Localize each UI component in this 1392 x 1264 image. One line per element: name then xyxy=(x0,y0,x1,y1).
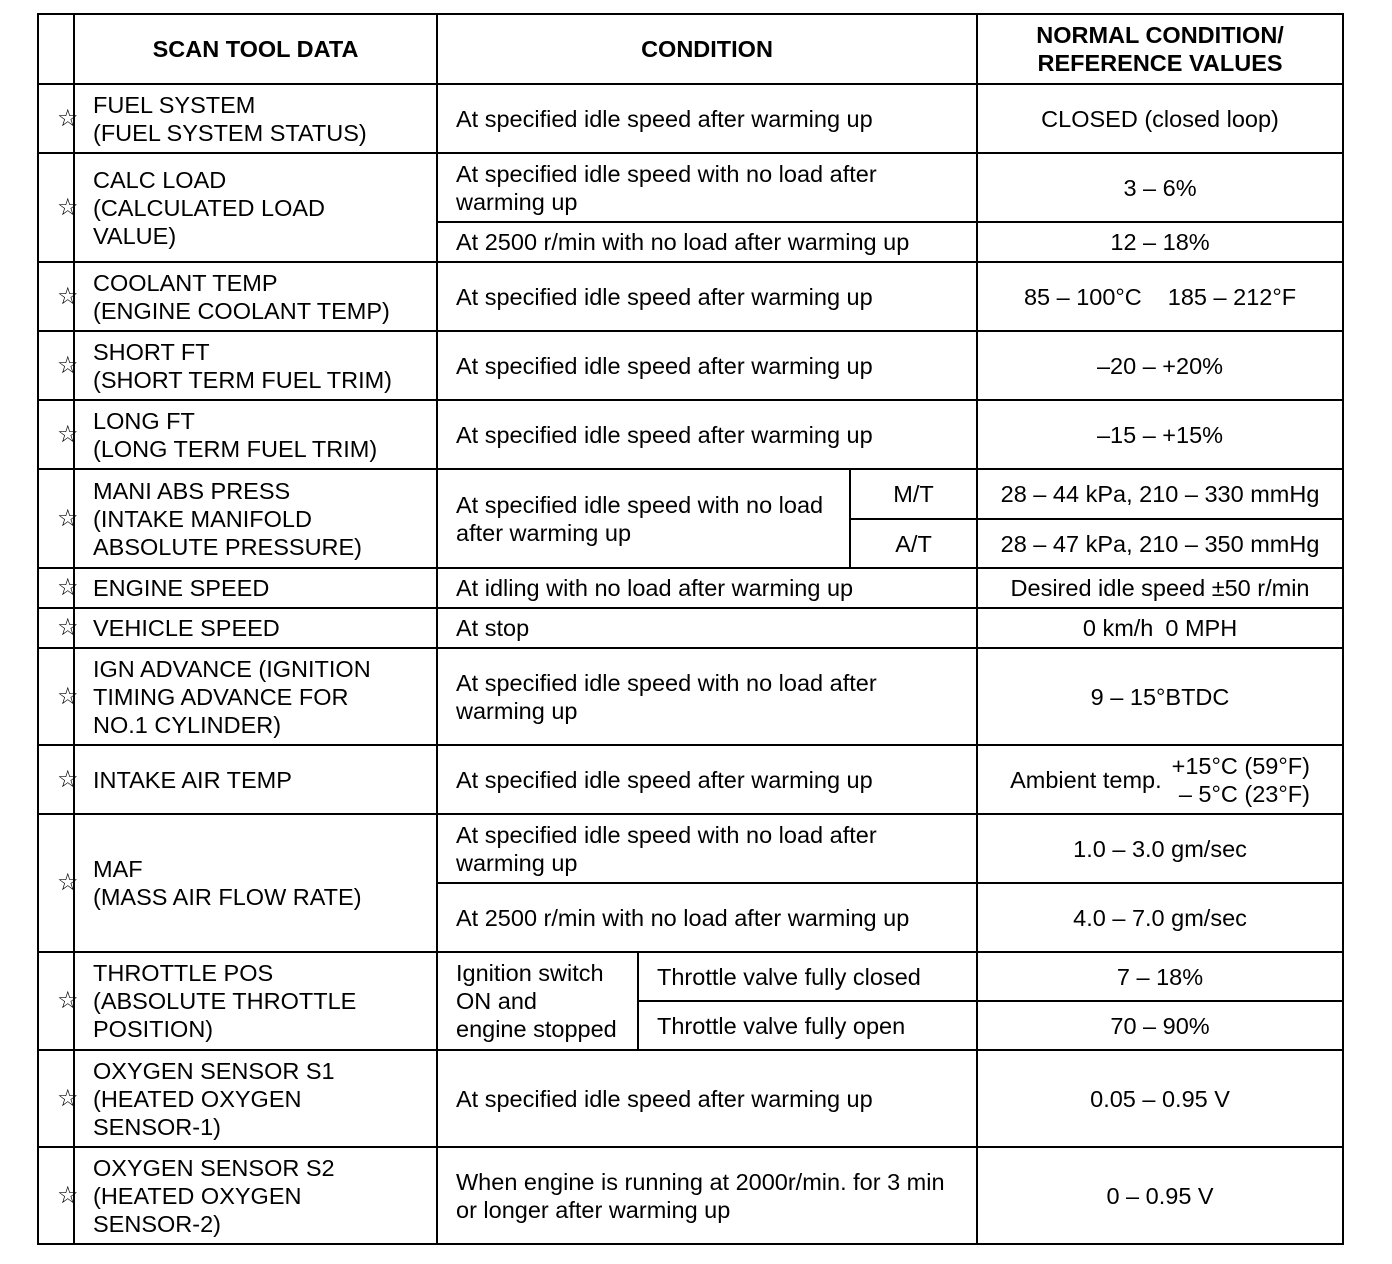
header-normal-condition xyxy=(977,14,1343,84)
header-normal-line2: REFERENCE VALUES xyxy=(1037,50,1283,76)
table-row xyxy=(38,568,1343,608)
condition-cell: At specified idle speed after warming up xyxy=(437,262,977,331)
star-icon: ☆ xyxy=(38,331,74,400)
condition-cell: At specified idle speed with no load after warming up xyxy=(437,648,977,745)
value-cell: 1.0 – 3.0 gm/sec xyxy=(977,814,1343,883)
item-name-line: (FUEL SYSTEM STATUS) xyxy=(93,119,367,146)
item-name-line: (CALCULATED LOAD xyxy=(93,194,326,221)
value-cell: CLOSED (closed loop) xyxy=(977,84,1343,153)
star-icon: ☆ xyxy=(38,745,74,814)
table-row xyxy=(38,153,1343,222)
scan-item-name xyxy=(74,745,437,814)
scan-tool-data-table xyxy=(37,13,1344,1245)
scan-item-name xyxy=(74,84,437,153)
star-icon: ☆ xyxy=(38,608,74,648)
table-row xyxy=(38,331,1343,400)
star-icon: ☆ xyxy=(38,469,74,568)
table-row xyxy=(38,469,1343,519)
item-name-line: COOLANT TEMP xyxy=(93,269,278,296)
scan-item-name xyxy=(74,568,437,608)
tolerance-plus: +15°C (59°F) xyxy=(1171,752,1310,779)
table-row xyxy=(38,400,1343,469)
value-cell: 28 – 44 kPa, 210 – 330 mmHg xyxy=(977,469,1343,519)
value-cell: Desired idle speed ±50 r/min xyxy=(977,568,1343,608)
condition-cell: At idling with no load after warming up xyxy=(437,568,977,608)
condition-cell: At specified idle speed after warming up xyxy=(437,400,977,469)
transmission-at: A/T xyxy=(850,519,977,568)
condition-line: Ignition switch xyxy=(456,960,604,986)
value-celsius: 85 – 100°C xyxy=(1023,283,1142,310)
condition-cell: At specified idle speed with no load after warming up xyxy=(437,814,977,883)
value-cell: 12 – 18% xyxy=(977,222,1343,262)
scan-item-name xyxy=(74,608,437,648)
item-name-line: POSITION) xyxy=(93,1016,214,1042)
scan-item-name xyxy=(74,1147,437,1244)
star-icon: ☆ xyxy=(38,262,74,331)
item-name-line: ABSOLUTE PRESSURE) xyxy=(93,533,363,560)
condition-line: ON and xyxy=(456,988,537,1014)
header-scan-tool-data: SCAN TOOL DATA xyxy=(74,14,437,84)
item-name-line: (MASS AIR FLOW RATE) xyxy=(93,884,362,910)
condition-line: engine stopped xyxy=(456,1016,617,1042)
item-name-line: (ABSOLUTE THROTTLE xyxy=(93,988,357,1014)
value-cell xyxy=(977,608,1343,648)
scan-item-name xyxy=(74,648,437,745)
item-name-line: ENGINE SPEED xyxy=(93,575,270,601)
item-name-line: VALUE) xyxy=(93,222,177,249)
value-cell xyxy=(977,745,1343,814)
header-normal-line1: NORMAL CONDITION/ xyxy=(1036,22,1284,48)
scan-item-name xyxy=(74,153,437,262)
item-name-line: (ENGINE COOLANT TEMP) xyxy=(93,297,390,324)
table-row xyxy=(38,84,1343,153)
scan-item-name xyxy=(74,331,437,400)
star-icon: ☆ xyxy=(38,648,74,745)
header-star-col xyxy=(38,14,74,84)
value-cell: 9 – 15°BTDC xyxy=(977,648,1343,745)
scan-item-name xyxy=(74,814,437,952)
item-name-line: NO.1 CYLINDER) xyxy=(93,711,282,738)
table-row xyxy=(38,608,1343,648)
item-name-line: THROTTLE POS xyxy=(93,960,274,986)
star-icon: ☆ xyxy=(38,1147,74,1244)
item-name-line: LONG FT xyxy=(93,407,195,434)
value-cell: –20 – +20% xyxy=(977,331,1343,400)
value-cell: 0 – 0.95 V xyxy=(977,1147,1343,1244)
transmission-mt: M/T xyxy=(850,469,977,519)
star-icon: ☆ xyxy=(38,568,74,608)
item-name-line: CALC LOAD xyxy=(93,166,227,193)
value-cell: 28 – 47 kPa, 210 – 350 mmHg xyxy=(977,519,1343,568)
table-row xyxy=(38,745,1343,814)
condition-cell: At stop xyxy=(437,608,977,648)
item-name-line: MAF xyxy=(93,856,143,882)
scan-item-name xyxy=(74,262,437,331)
table-row xyxy=(38,952,1343,1001)
header-condition: CONDITION xyxy=(437,14,977,84)
condition-cell: When engine is running at 2000r/min. for 3 min or longer after warming up xyxy=(437,1147,977,1244)
value-cell: 7 – 18% xyxy=(977,952,1343,1001)
item-name-line: VEHICLE SPEED xyxy=(93,615,280,641)
scan-item-name xyxy=(74,1050,437,1147)
condition-cell xyxy=(437,952,638,1050)
table-row xyxy=(38,814,1343,883)
value-fahrenheit: 185 – 212°F xyxy=(1167,283,1297,310)
item-name-line: IGN ADVANCE (IGNITION xyxy=(93,655,371,682)
table-row xyxy=(38,262,1343,331)
item-name-line: (HEATED OXYGEN xyxy=(93,1085,302,1112)
item-name-line: OXYGEN SENSOR S2 xyxy=(93,1154,335,1181)
item-name-line: (INTAKE MANIFOLD xyxy=(93,505,312,532)
value-cell: –15 – +15% xyxy=(977,400,1343,469)
header-row xyxy=(38,14,1343,84)
value-cell: 70 – 90% xyxy=(977,1001,1343,1050)
scan-item-name xyxy=(74,469,437,568)
item-name-line: (LONG TERM FUEL TRIM) xyxy=(93,435,378,462)
item-name-line: (SHORT TERM FUEL TRIM) xyxy=(93,366,392,393)
star-icon: ☆ xyxy=(38,400,74,469)
ambient-label: Ambient temp. xyxy=(1010,766,1162,793)
scan-item-name xyxy=(74,952,437,1050)
sub-condition-cell: Throttle valve fully closed xyxy=(638,952,977,1001)
item-name-line: SENSOR-1) xyxy=(93,1113,221,1140)
sub-condition-cell: Throttle valve fully open xyxy=(638,1001,977,1050)
item-name-line: MANI ABS PRESS xyxy=(93,477,291,504)
scan-item-name xyxy=(74,400,437,469)
value-mph: 0 MPH xyxy=(1165,615,1238,641)
item-name-line: INTAKE AIR TEMP xyxy=(93,766,292,793)
condition-cell: At specified idle speed with no load after warming up xyxy=(437,153,977,222)
condition-cell: At specified idle speed after warming up xyxy=(437,84,977,153)
value-cell: 4.0 – 7.0 gm/sec xyxy=(977,883,1343,952)
item-name-line: TIMING ADVANCE FOR xyxy=(93,683,349,710)
star-icon: ☆ xyxy=(38,153,74,262)
value-cell: 3 – 6% xyxy=(977,153,1343,222)
condition-cell: At specified idle speed after warming up xyxy=(437,1050,977,1147)
star-icon: ☆ xyxy=(38,1050,74,1147)
condition-cell: At specified idle speed with no load after warming up xyxy=(437,469,850,568)
table-row xyxy=(38,1147,1343,1244)
value-cell: 0.05 – 0.95 V xyxy=(977,1050,1343,1147)
condition-cell: At specified idle speed after warming up xyxy=(437,331,977,400)
condition-cell: At 2500 r/min with no load after warming up xyxy=(437,883,977,952)
item-name-line: FUEL SYSTEM xyxy=(93,91,256,118)
condition-cell: At 2500 r/min with no load after warming up xyxy=(437,222,977,262)
table-row xyxy=(38,648,1343,745)
item-name-line: SENSOR-2) xyxy=(93,1210,221,1237)
star-icon: ☆ xyxy=(38,814,74,952)
item-name-line: OXYGEN SENSOR S1 xyxy=(93,1057,335,1084)
value-cell xyxy=(977,262,1343,331)
item-name-line: SHORT FT xyxy=(93,338,210,365)
table-row xyxy=(38,1050,1343,1147)
value-kmh: 0 km/h xyxy=(1082,615,1154,641)
star-icon: ☆ xyxy=(38,952,74,1050)
item-name-line: (HEATED OXYGEN xyxy=(93,1182,302,1209)
condition-cell: At specified idle speed after warming up xyxy=(437,745,977,814)
tolerance-minus: – 5°C (23°F) xyxy=(1178,780,1310,807)
star-icon: ☆ xyxy=(38,84,74,153)
